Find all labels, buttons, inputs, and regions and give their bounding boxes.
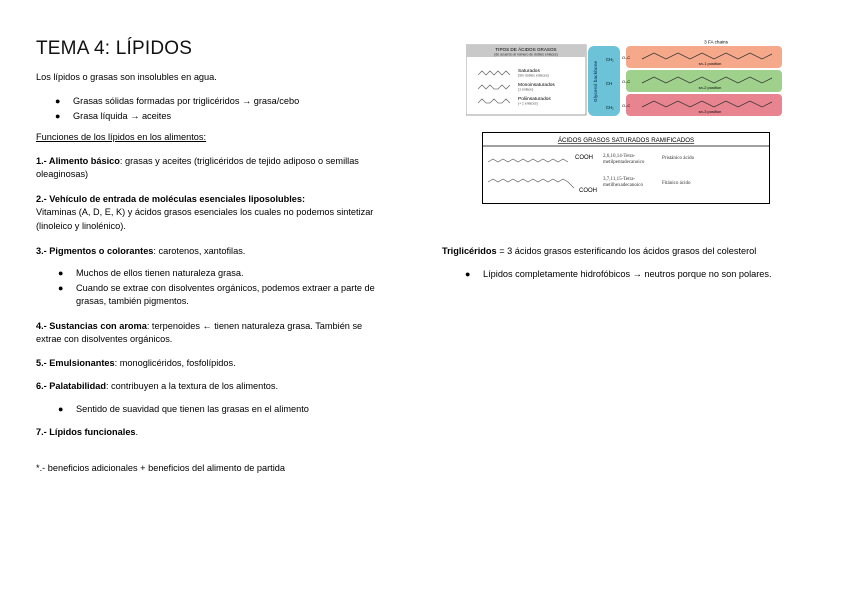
row-name: Poliinsaturados xyxy=(518,97,551,102)
intro-text: Los lípidos o grasas son insolubles en agua. xyxy=(36,72,217,82)
function-5: 5.- Emulsionantes: monoglicéridos, fosfolípidos. xyxy=(36,358,236,368)
common-name: Fitánico ácido xyxy=(662,181,691,186)
common-name: Pristánico ácido xyxy=(662,156,695,161)
function-4: 4.- Sustancias con aroma: terpenoides ← tienen naturaleza grasa. También se extrae con disolventes orgánicos. xyxy=(36,321,363,345)
triglyceride-diagram xyxy=(466,40,784,122)
group-label: COOH xyxy=(575,155,593,161)
document-page: TEMA 4: LÍPIDOS Los lípidos o grasas son insolubles en agua. ● Grasas sólidas formadas por triglicéridos → grasa/cebo ● Grasa líquida → aceites Funciones de los lípidos en los alimentos: 1.- Alimento básico: grasas y aceites (triglicéridos de tejido adiposo o semillas oleaginosas) 2.- Vehículo de entrada de moléculas esenciales liposolubles: Vitaminas (A, D, E, K) y ácidos grasos esenciales los cuales no podemos sintetizar (linoleico y linolénico). 3.- Pigmentos o colorantes: carotenos, xantofilas. ● Muchos de ellos tienen naturaleza grasa. ● Cuando se extrae con disolventes orgánicos, podemos extraer a parte de grasas, también pigmentos. 4.- Sustancias con aroma: terpenoides ← tienen naturaleza grasa. También se extrae con disolventes orgánicos. 5.- Emulsionantes: monoglicéridos, fosfolípidos. 6.- Palatabilidad: contribuyen a la textura de los alimentos. ● Sentido de suavidad que tienen las grasas en el alimento 7.- Lípidos funcionales. *.- beneficios adicionales + beneficios del alimento de partida Triglicéridos = 3 ácidos grasos esterificando los ácidos grasos del colesterol ● Lípidos completamente hidrofóbicos → neutros porque no son polares. TIPOS DE ÁCIDOS GRASOS (de acuerdo al número de dobles enlaces) Saturados (Sin dobles enlaces) Monoinsaturados (1 enlace) Poliinsaturados (+ 1 enlaces) Glycerol backbone CH₂ CH CH₂ 3 FA chains sn-1 position sn-2 position sn-3 position O–C O–C O–C ÁCIDOS GRASOS SATURADOS RAMIFICADOS COOH 2,6,10,14-Tetra- metilpentadecanoico Pristánico ácido COOH 3,7,11,15-Tetra- metilhexadecanoico Fitánico ácido xyxy=(0,0,848,599)
position-label: sn-3 position xyxy=(698,109,722,114)
systematic-name: metilpentadecanoico xyxy=(603,160,645,165)
row-note: (+ 1 enlaces) xyxy=(518,101,538,106)
bullet-icon: ● xyxy=(55,96,61,106)
trigliceridos-definition: Triglicéridos = 3 ácidos grasos esterificando los ácidos grasos del colesterol xyxy=(442,246,757,256)
chains-label: 3 FA chains xyxy=(704,40,728,45)
function-6: 6.- Palatabilidad: contribuyen a la textura de los alimentos. xyxy=(36,381,279,391)
functions-heading: Funciones de los lípidos en los alimentos: xyxy=(36,132,207,142)
position-label: sn-2 position xyxy=(698,85,722,90)
bullet-icon: ● xyxy=(58,268,64,278)
systematic-name: 2,6,10,14-Tetra- xyxy=(603,154,636,159)
list-item: ● Cuando se extrae con disolventes orgánicos, podemos extraer a parte de grasas, también pigmentos. xyxy=(58,283,375,307)
branched-fatty-acids-figure xyxy=(482,132,770,204)
bullet-icon: ● xyxy=(465,269,471,279)
ch2-label: CH₂ xyxy=(606,105,614,110)
ch2-label: CH₂ xyxy=(606,57,614,62)
row-name: Saturados xyxy=(518,69,540,74)
row-note: (Sin dobles enlaces) xyxy=(518,73,549,78)
ester-label: O–C xyxy=(622,103,631,108)
glycerol-backbone-label: Glycerol backbone xyxy=(593,60,598,102)
page-title: TEMA 4: LÍPIDOS xyxy=(36,38,193,59)
function-3: 3.- Pigmentos o colorantes: carotenos, xantofilas. xyxy=(36,246,246,256)
row-note: (1 enlace) xyxy=(518,87,534,92)
bullet-icon: ● xyxy=(58,283,64,293)
bullet-icon: ● xyxy=(55,111,61,121)
branched-fatty-acids-table xyxy=(482,132,770,204)
ch-label: CH xyxy=(606,81,613,86)
function-1: 1.- Alimento básico: grasas y aceites (triglicéridos de tejido adiposo o semillas oleaginosas) xyxy=(36,156,359,180)
row-name: Monoinsaturados xyxy=(518,83,555,88)
footnote: *.- beneficios adicionales + beneficios del alimento de partida xyxy=(36,463,285,473)
position-label: sn-1 position xyxy=(698,61,722,66)
function-7: 7.- Lípidos funcionales. xyxy=(36,427,139,437)
function-2: 2.- Vehículo de entrada de moléculas esenciales liposolubles: Vitaminas (A, D, E, K) y ácidos grasos esenciales los cuales no podemos sintetizar (linoleico y linolénico). xyxy=(36,194,374,231)
table-title: ÁCIDOS GRASOS SATURADOS RAMIFICADOS xyxy=(557,137,695,144)
ester-label: O–C xyxy=(622,79,631,84)
systematic-name: 3,7,11,15-Tetra- xyxy=(603,177,636,182)
systematic-name: metilhexadecanoico xyxy=(603,183,643,188)
group-label: COOH xyxy=(579,188,597,194)
bullet-icon: ● xyxy=(58,404,64,414)
table-subtitle: (de acuerdo al número de dobles enlaces) xyxy=(494,52,558,57)
table-title: TIPOS DE ÁCIDOS GRASOS xyxy=(495,47,557,52)
ester-label: O–C xyxy=(622,55,631,60)
fatty-acids-figure xyxy=(466,40,784,122)
